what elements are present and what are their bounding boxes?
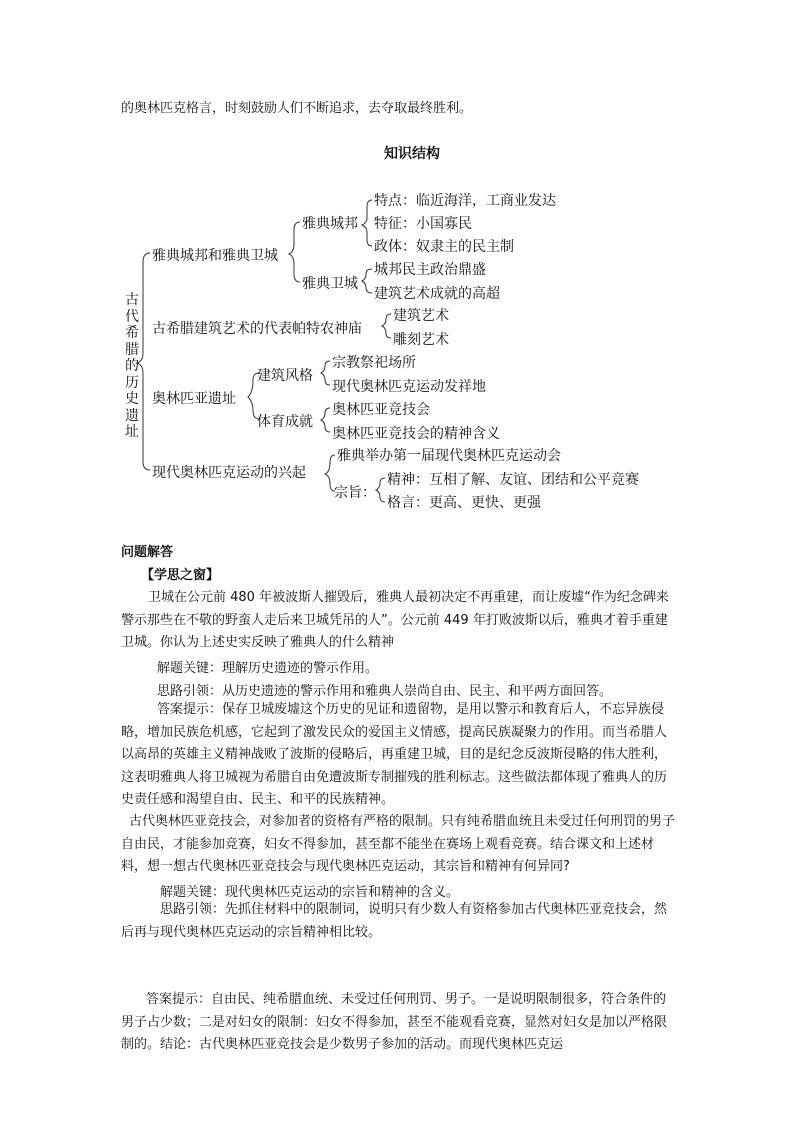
- q2-key: 解题关键：现代奥林匹克运动的宗旨和精神的含义。: [160, 885, 460, 900]
- q2-hint: 思路引领：先抓住材料中的限制词，说明只有少数人有资格参加古代奥林匹亚竞技会，然后再与现代奥林匹克运动的宗旨精神相比较。: [121, 902, 668, 940]
- tree-branch-athens: 雅典城邦和雅典卫城: [152, 248, 278, 264]
- tree-node-acropolis: 雅典卫城: [302, 276, 358, 292]
- tree-leaf: 政体：奴隶主的民主制: [374, 239, 514, 255]
- tree-leaf: 雅典举办第一届现代奥林匹克运动会: [337, 448, 561, 464]
- q2-answer: 答案提示：自由民、纯希腊血统、未受过任何刑罚、男子。一是说明限制很多，符合条件的男子占少数；二是对妇女的限制：妇女不得参加，甚至不能观看竞赛，显然对妇女是加以严格限制的。结论：古代奥林匹亚竞技会是少数男子参加的活动。而现代奥林匹克运: [121, 992, 668, 1052]
- tree-node-architecture: 建筑风格: [257, 368, 313, 384]
- qa-heading: 问题解答: [121, 545, 174, 560]
- window-title: 【学思之窗】: [141, 568, 220, 583]
- tree-leaf: 特点：临近海洋，工商业发达: [374, 193, 556, 209]
- tree-leaf: 雕刻艺术: [393, 332, 449, 348]
- tree-branch-olympia: 奥林匹亚遗址: [152, 391, 236, 407]
- q1-key: 解题关键：理解历史遗迹的警示作用。: [157, 661, 379, 676]
- tree-node-city-state: 雅典城邦: [302, 216, 358, 232]
- tree-leaf: 宗教祭祀场所: [332, 355, 416, 371]
- tree-leaf: 特征：小国寡民: [374, 216, 472, 232]
- tree-leaf: 建筑艺术: [393, 308, 449, 324]
- tree-branch-parthenon: 古希腊建筑艺术的代表帕特农神庙: [152, 321, 362, 337]
- tree-branch-modern-olympics: 现代奥林匹克运动的兴起: [152, 465, 306, 481]
- tree-leaf: 格言：更高、更快、更强: [387, 495, 541, 511]
- tree-leaf: 奥林匹亚竞技会: [332, 402, 430, 418]
- q1-hint: 思路引领：从历史遗迹的警示作用和雅典人崇尚自由、民主、和平两方面回答。: [157, 684, 613, 699]
- question-2: 古代奥林匹亚竞技会，对参加者的资格有严格的限制。只有纯希腊血统且未受过任何刑罚的男子自由民，才能参加竞赛，妇女不得参加，甚至都不能坐在赛场上观看竞赛。结合课文和上述材料，想一想古代奥林匹亚竞技会与现代奥林匹克运动，其宗旨和精神有何异同?: [121, 814, 676, 874]
- tree-root: 古代希腊的历史遗址: [125, 292, 139, 440]
- section-title: 知识结构: [384, 146, 440, 162]
- tree-leaf: 现代奥林匹克运动发祥地: [332, 379, 486, 395]
- intro-line: 的奥林匹克格言，时刻鼓励人们不断追求，去夺取最终胜利。: [121, 101, 473, 116]
- tree-leaf: 城邦民主政治鼎盛: [374, 262, 486, 278]
- tree-node-purpose: 宗旨：: [334, 485, 376, 501]
- tree-leaf: 建筑艺术成就的高超: [374, 286, 500, 302]
- tree-leaf: 精神：互相了解、友谊、团结和公平竞赛: [387, 472, 639, 488]
- question-1: 卫城在公元前 480 年被波斯人摧毁后，雅典人最初决定不再重建，而让废墟“作为纪念碑来警示那些在不敬的野蛮人走后来卫城凭吊的人”。公元前 449 年打败波斯以后，雅典才着手重建卫城。你认为上述史实反映了雅典人的什么精神: [121, 590, 669, 650]
- tree-leaf: 奥林匹亚竞技会的精神含义: [332, 426, 500, 442]
- tree-node-sports: 体育成就: [257, 414, 313, 430]
- q1-answer: 答案提示：保存卫城废墟这个历史的见证和遗留物，是用以警示和教育后人，不忘异族侵略，增加民族危机感，它起到了激发民众的爱国主义情感，提高民族凝聚力的作用。而当希腊人以高昂的英雄主义精神战败了波斯的侵略后，再重建卫城，目的是纪念反波斯侵略的伟大胜利，这表明雅典人将卫城视为希腊自由免遭波斯专制摧残的胜利标志。这些做法都体现了雅典人的历史责任感和渴望自由、民主、和平的民族精神。: [121, 702, 668, 807]
